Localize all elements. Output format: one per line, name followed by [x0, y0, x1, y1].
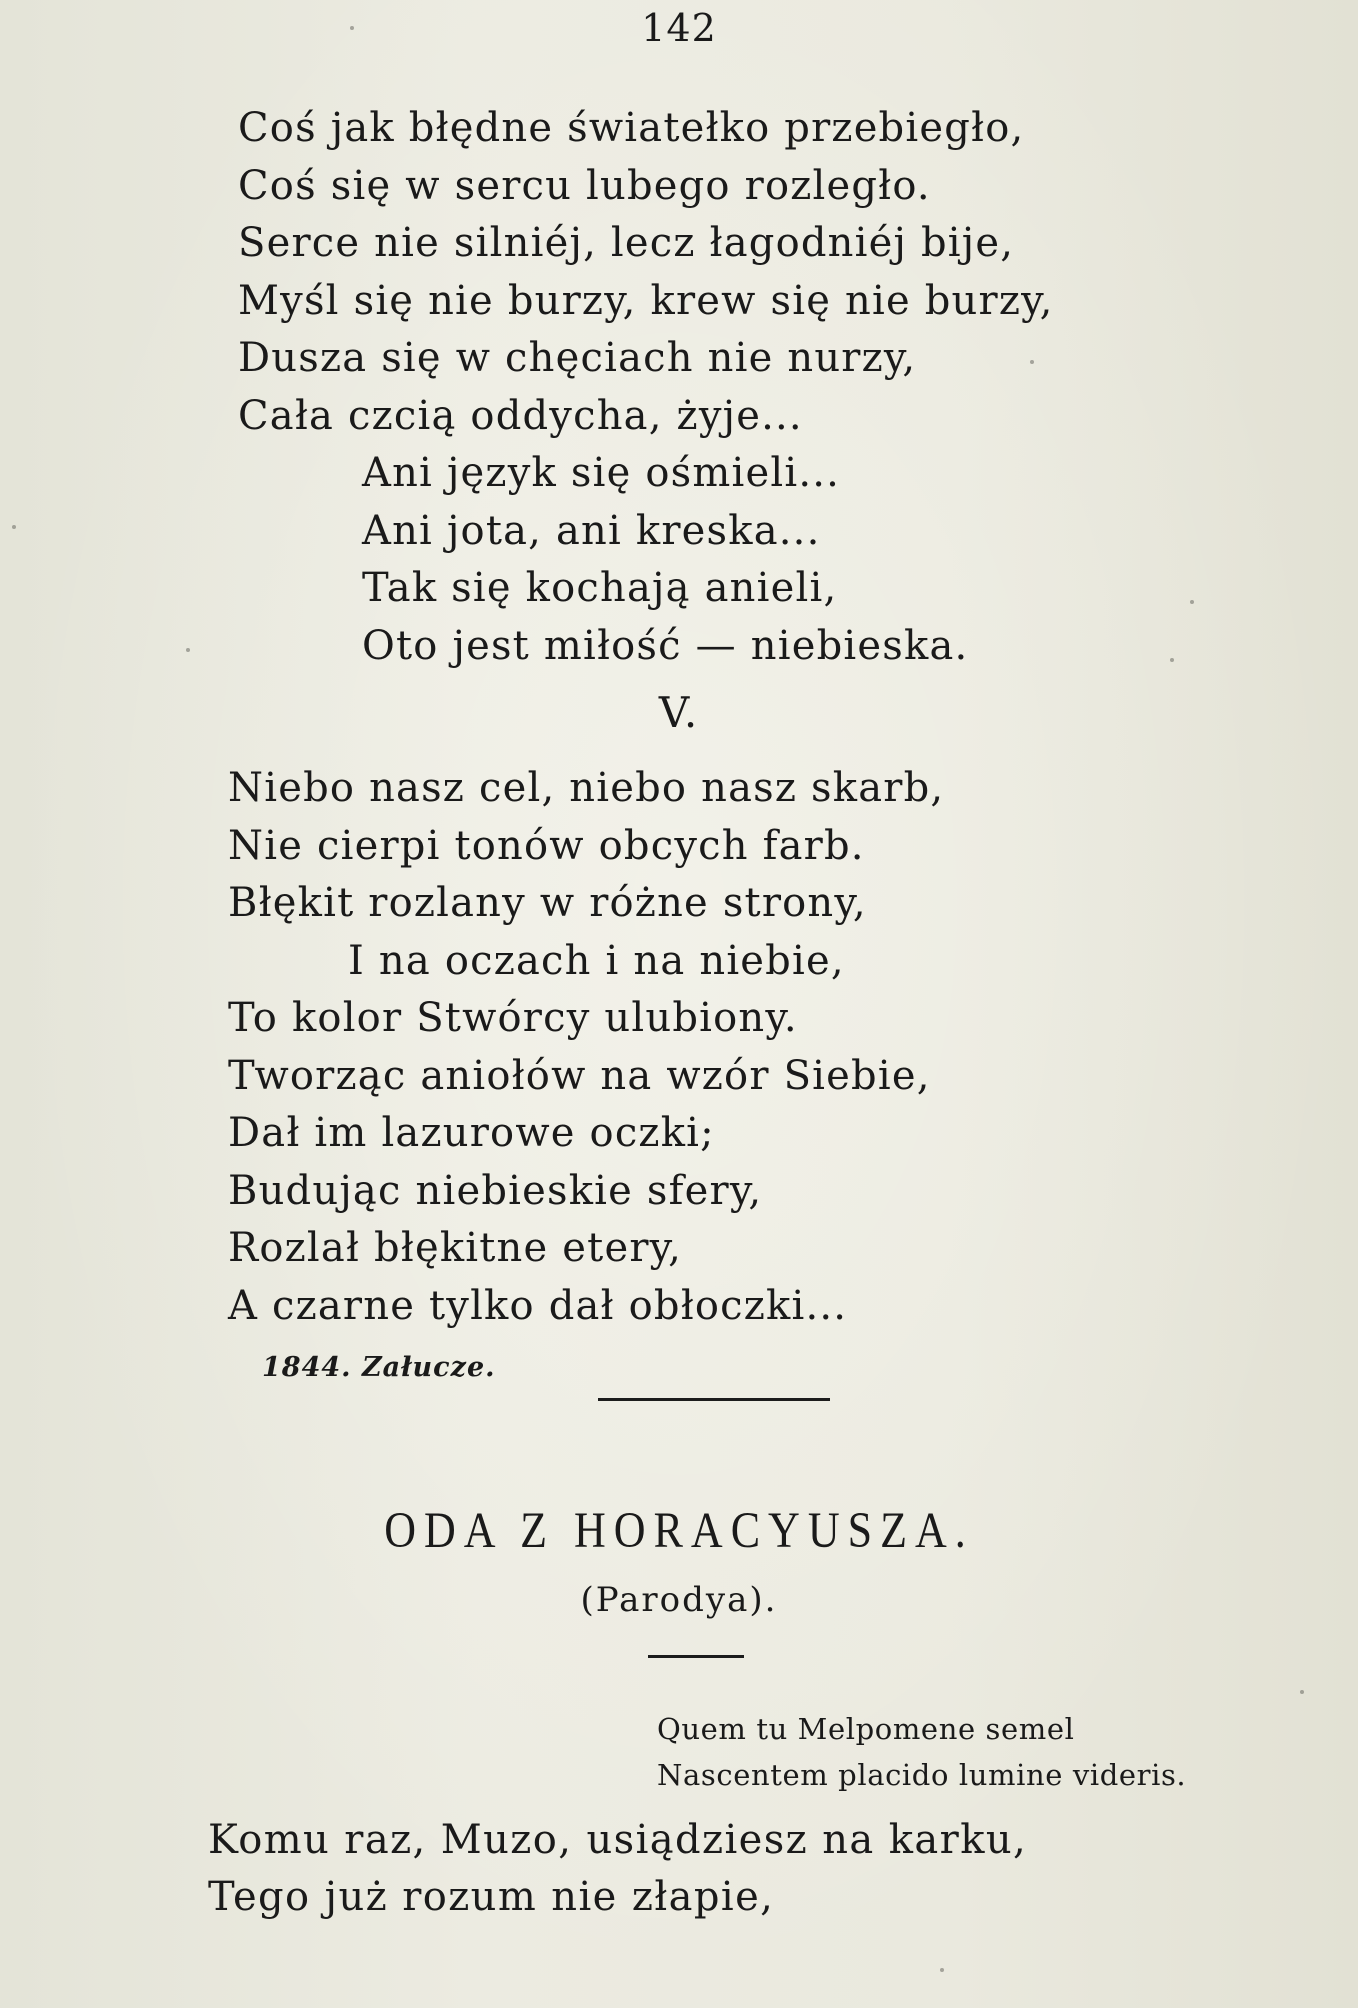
verse-line: Myśl się nie burzy, krew się nie burzy,	[238, 277, 1054, 324]
paper-speck	[186, 648, 190, 652]
verse-line: Budując niebieskie sfery,	[228, 1167, 763, 1214]
section-divider-rule	[598, 1398, 830, 1401]
page-number: 142	[641, 6, 717, 50]
stanza-one	[238, 100, 1054, 675]
paper-speck	[12, 525, 16, 529]
paper-speck	[1300, 1690, 1304, 1694]
verse-line: Niebo nasz cel, niebo nasz skarb,	[228, 765, 945, 811]
stanza-two	[228, 760, 944, 1335]
paper-speck	[350, 26, 354, 30]
verse-line: Tak się kochają anieli,	[362, 565, 838, 611]
verse-line: Komu raz, Muzo, usiądziesz na karku,	[208, 1817, 1028, 1863]
paper-speck	[1170, 658, 1174, 662]
verse-line: Rozlał błękitne etery,	[228, 1225, 683, 1271]
verse-line: Coś się w sercu lubego rozległo.	[238, 162, 931, 209]
verse-line: A czarne tylko dał obłoczki...	[228, 1282, 848, 1329]
verse-line: Cała czcią oddycha, żyje...	[238, 392, 803, 439]
paper-speck	[1190, 600, 1194, 604]
paper-speck	[1030, 360, 1034, 364]
verse-line: Tworząc aniołów na wzór Siebie,	[228, 1052, 931, 1099]
dateline: 1844. Załucze.	[262, 1352, 496, 1383]
title-divider-rule	[648, 1655, 744, 1658]
section-numeral: V.	[658, 688, 700, 737]
epigraph-line: Quem tu Melpomene semel	[657, 1712, 1075, 1746]
paper-speck	[940, 1968, 944, 1972]
verse-line: Ani jota, ani kreska...	[362, 507, 821, 554]
epigraph-line: Nascentem placido lumine videris.	[657, 1758, 1187, 1792]
stanza-three	[208, 1812, 1027, 1926]
verse-line: Serce nie silniéj, lecz łagodniéj bije,	[238, 220, 1015, 266]
verse-line: I na oczach i na niebie,	[348, 937, 845, 984]
poem-subtitle: (Parodya).	[580, 1580, 778, 1620]
verse-line: To kolor Stwórcy ulubiony.	[228, 995, 798, 1041]
verse-line: Coś jak błędne światełko przebiegło,	[238, 105, 1025, 151]
epigraph	[657, 1706, 1186, 1798]
verse-line: Dał im lazurowe oczki;	[228, 1110, 715, 1156]
verse-line: Dusza się w chęciach nie nurzy,	[238, 335, 917, 381]
verse-line: Nie cierpi tonów obcych farb.	[228, 822, 865, 869]
verse-line: Oto jest miłość — niebieska.	[362, 622, 969, 669]
poem-title: ODA Z HORACYUSZA.	[384, 1502, 974, 1559]
verse-line: Tego już rozum nie złapie,	[208, 1874, 775, 1920]
verse-line: Ani język się ośmieli...	[362, 450, 841, 496]
verse-line: Błękit rozlany w różne strony,	[228, 880, 867, 926]
